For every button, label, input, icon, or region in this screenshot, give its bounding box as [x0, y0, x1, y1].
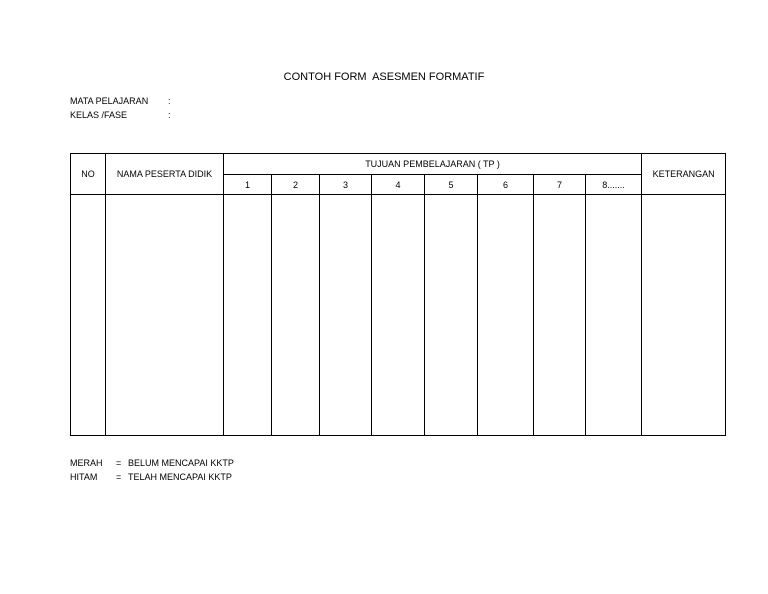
tp-number-cell: 7 — [534, 175, 586, 195]
header-no: NO — [71, 154, 106, 195]
field-label: MATA PELAJARAN — [70, 96, 149, 106]
cell-keterangan — [642, 195, 726, 436]
cell-tp-7 — [534, 195, 586, 436]
legend-separator: = — [116, 458, 122, 468]
cell-tp-4 — [372, 195, 425, 436]
field-kelas-fase — [70, 110, 171, 120]
cell-tp-2 — [272, 195, 320, 436]
tp-number-cell: 3 — [320, 175, 372, 195]
legend-description: BELUM MENCAPAI KKTP — [128, 458, 234, 468]
cell-tp-1 — [224, 195, 272, 436]
cell-nama — [106, 195, 224, 436]
assessment-table — [70, 153, 726, 436]
legend-separator: = — [116, 472, 122, 482]
tp-number-cell: 6 — [478, 175, 534, 195]
legend-merah — [70, 458, 234, 468]
header-tujuan-pembelajaran: TUJUAN PEMBELAJARAN ( TP ) — [224, 154, 642, 175]
legend-key: HITAM — [70, 472, 98, 482]
tp-number-cell: 2 — [272, 175, 320, 195]
cell-no — [71, 195, 106, 436]
header-nama-peserta-didik: NAMA PESERTA DIDIK — [106, 154, 224, 195]
field-separator: : — [168, 110, 171, 120]
table-row — [71, 195, 726, 436]
cell-tp-3 — [320, 195, 372, 436]
field-label: KELAS /FASE — [70, 110, 128, 120]
cell-tp-8 — [586, 195, 642, 436]
legend-hitam — [70, 472, 232, 482]
legend-key: MERAH — [70, 458, 103, 468]
cell-tp-5 — [425, 195, 478, 436]
tp-number-cell: 5 — [425, 175, 478, 195]
table-header-row — [71, 154, 726, 175]
tp-number-cell: 1 — [224, 175, 272, 195]
cell-tp-6 — [478, 195, 534, 436]
header-keterangan: KETERANGAN — [642, 154, 726, 195]
page-title: CONTOH FORM ASESMEN FORMATIF — [283, 71, 485, 83]
field-mata-pelajaran — [70, 96, 171, 106]
tp-number-cell: 4 — [372, 175, 425, 195]
tp-number-cell: 8....... — [586, 175, 642, 195]
legend-description: TELAH MENCAPAI KKTP — [128, 472, 232, 482]
field-separator: : — [168, 96, 171, 106]
